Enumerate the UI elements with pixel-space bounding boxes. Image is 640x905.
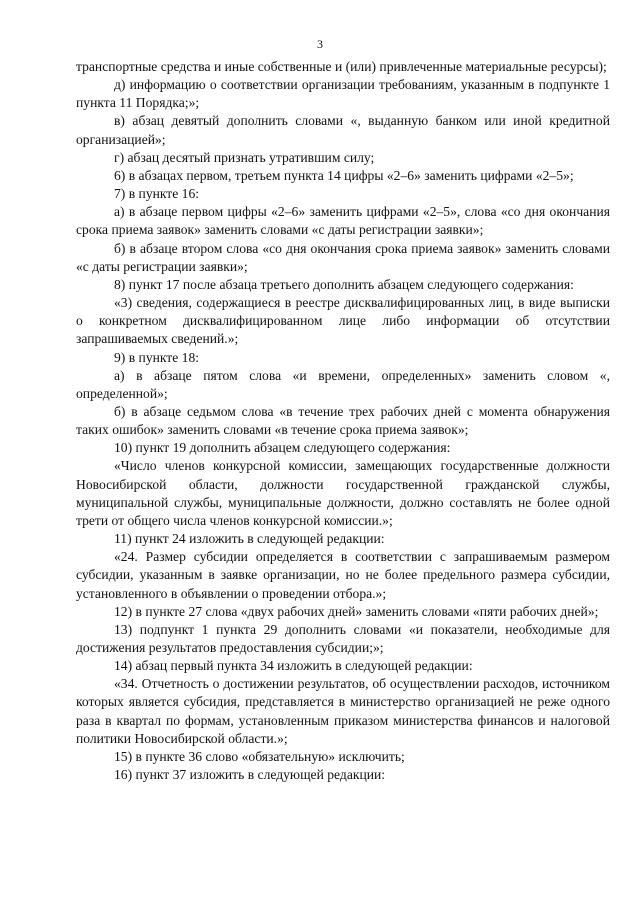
paragraph: 11) пункт 24 изложить в следующей редакции: xyxy=(114,531,385,547)
paragraph: г) абзац десятый признать утратившим силу; xyxy=(114,149,375,165)
paragraph: «3) сведения, содержащиеся в реестре дисквалифицированных лиц, в виде выписки о конкретном дисквалифицированном лице либо информации об отсутствии запрашиваемых сведений.»; xyxy=(76,295,610,347)
paragraph: б) в абзаце седьмом слова «в течение трех рабочих дней с момента обнаружения таких ошибок» заменить словами «в течение срока приема заявок»; xyxy=(76,403,610,438)
document-body xyxy=(76,58,610,784)
paragraph: д) информацию о соответствии организации требованиям, указанным в подпункте 1 пункта 11 Порядка;»; xyxy=(76,77,610,111)
paragraph: 15) в пункте 36 слово «обязательную» исключить; xyxy=(114,748,405,764)
paragraph: «24. Размер субсидии определяется в соответствии с запрашиваемым размером субсидии, указанным в заявке организации, но не более предельного размера субсидии, установленного в объявлении о проведении отбора.»; xyxy=(76,549,610,601)
paragraph: 13) подпункт 1 пункта 29 дополнить словами «и показатели, необходимые для достижения результатов предоставления субсидии;»; xyxy=(76,621,610,655)
paragraph: «34. Отчетность о достижении результатов, об осуществлении расходов, источником которых является субсидия, представляется в министерство организацией не реже одного раза в квартал по формам, установленным приказом министерства финансов и налоговой политики Новосибирской области.»; xyxy=(76,676,610,746)
paragraph: 14) абзац первый пункта 34 изложить в следующей редакции: xyxy=(114,658,473,674)
paragraph: 9) в пункте 18: xyxy=(114,349,200,365)
paragraph: «Число членов конкурсной комиссии, замещающих государственные должности Новосибирской области, должности государственной гражданской службы, муниципальной службы, муниципальные должности, должно составлять не более одной трети от общего числа членов конкурсной комиссии.»; xyxy=(76,458,610,528)
paragraph: 6) в абзацах первом, третьем пункта 14 цифры «2–6» заменить цифрами «2–5»; xyxy=(114,167,574,183)
paragraph: 8) пункт 17 после абзаца третьего дополнить абзацем следующего содержания: xyxy=(114,276,574,292)
paragraph: транспортные средства и иные собственные и (или) привлеченные материальные ресурсы); xyxy=(76,59,607,74)
paragraph: 12) в пункте 27 слова «двух рабочих дней» заменить словами «пяти рабочих дней»; xyxy=(114,603,599,619)
paragraph: 16) пункт 37 изложить в следующей редакции: xyxy=(114,767,386,783)
paragraph: 10) пункт 19 дополнить абзацем следующего содержания: xyxy=(114,440,451,456)
paragraph: а) в абзаце первом цифры «2–6» заменить цифрами «2–5», слова «со дня окончания срока приема заявок» заменить словами «с даты регистрации заявки»; xyxy=(76,204,610,238)
page-number: 3 xyxy=(317,37,323,51)
paragraph: 7) в пункте 16: xyxy=(114,186,200,202)
paragraph: б) в абзаце втором слова «со дня окончания срока приема заявок» заменить словами «с даты регистрации заявки»; xyxy=(76,240,610,274)
paragraph: а) в абзаце пятом слова «и времени, определенных» заменить словом «, определенной»; xyxy=(76,367,610,401)
paragraph: в) абзац девятый дополнить словами «, выданную банком или иной кредитной организацией»; xyxy=(76,113,610,147)
